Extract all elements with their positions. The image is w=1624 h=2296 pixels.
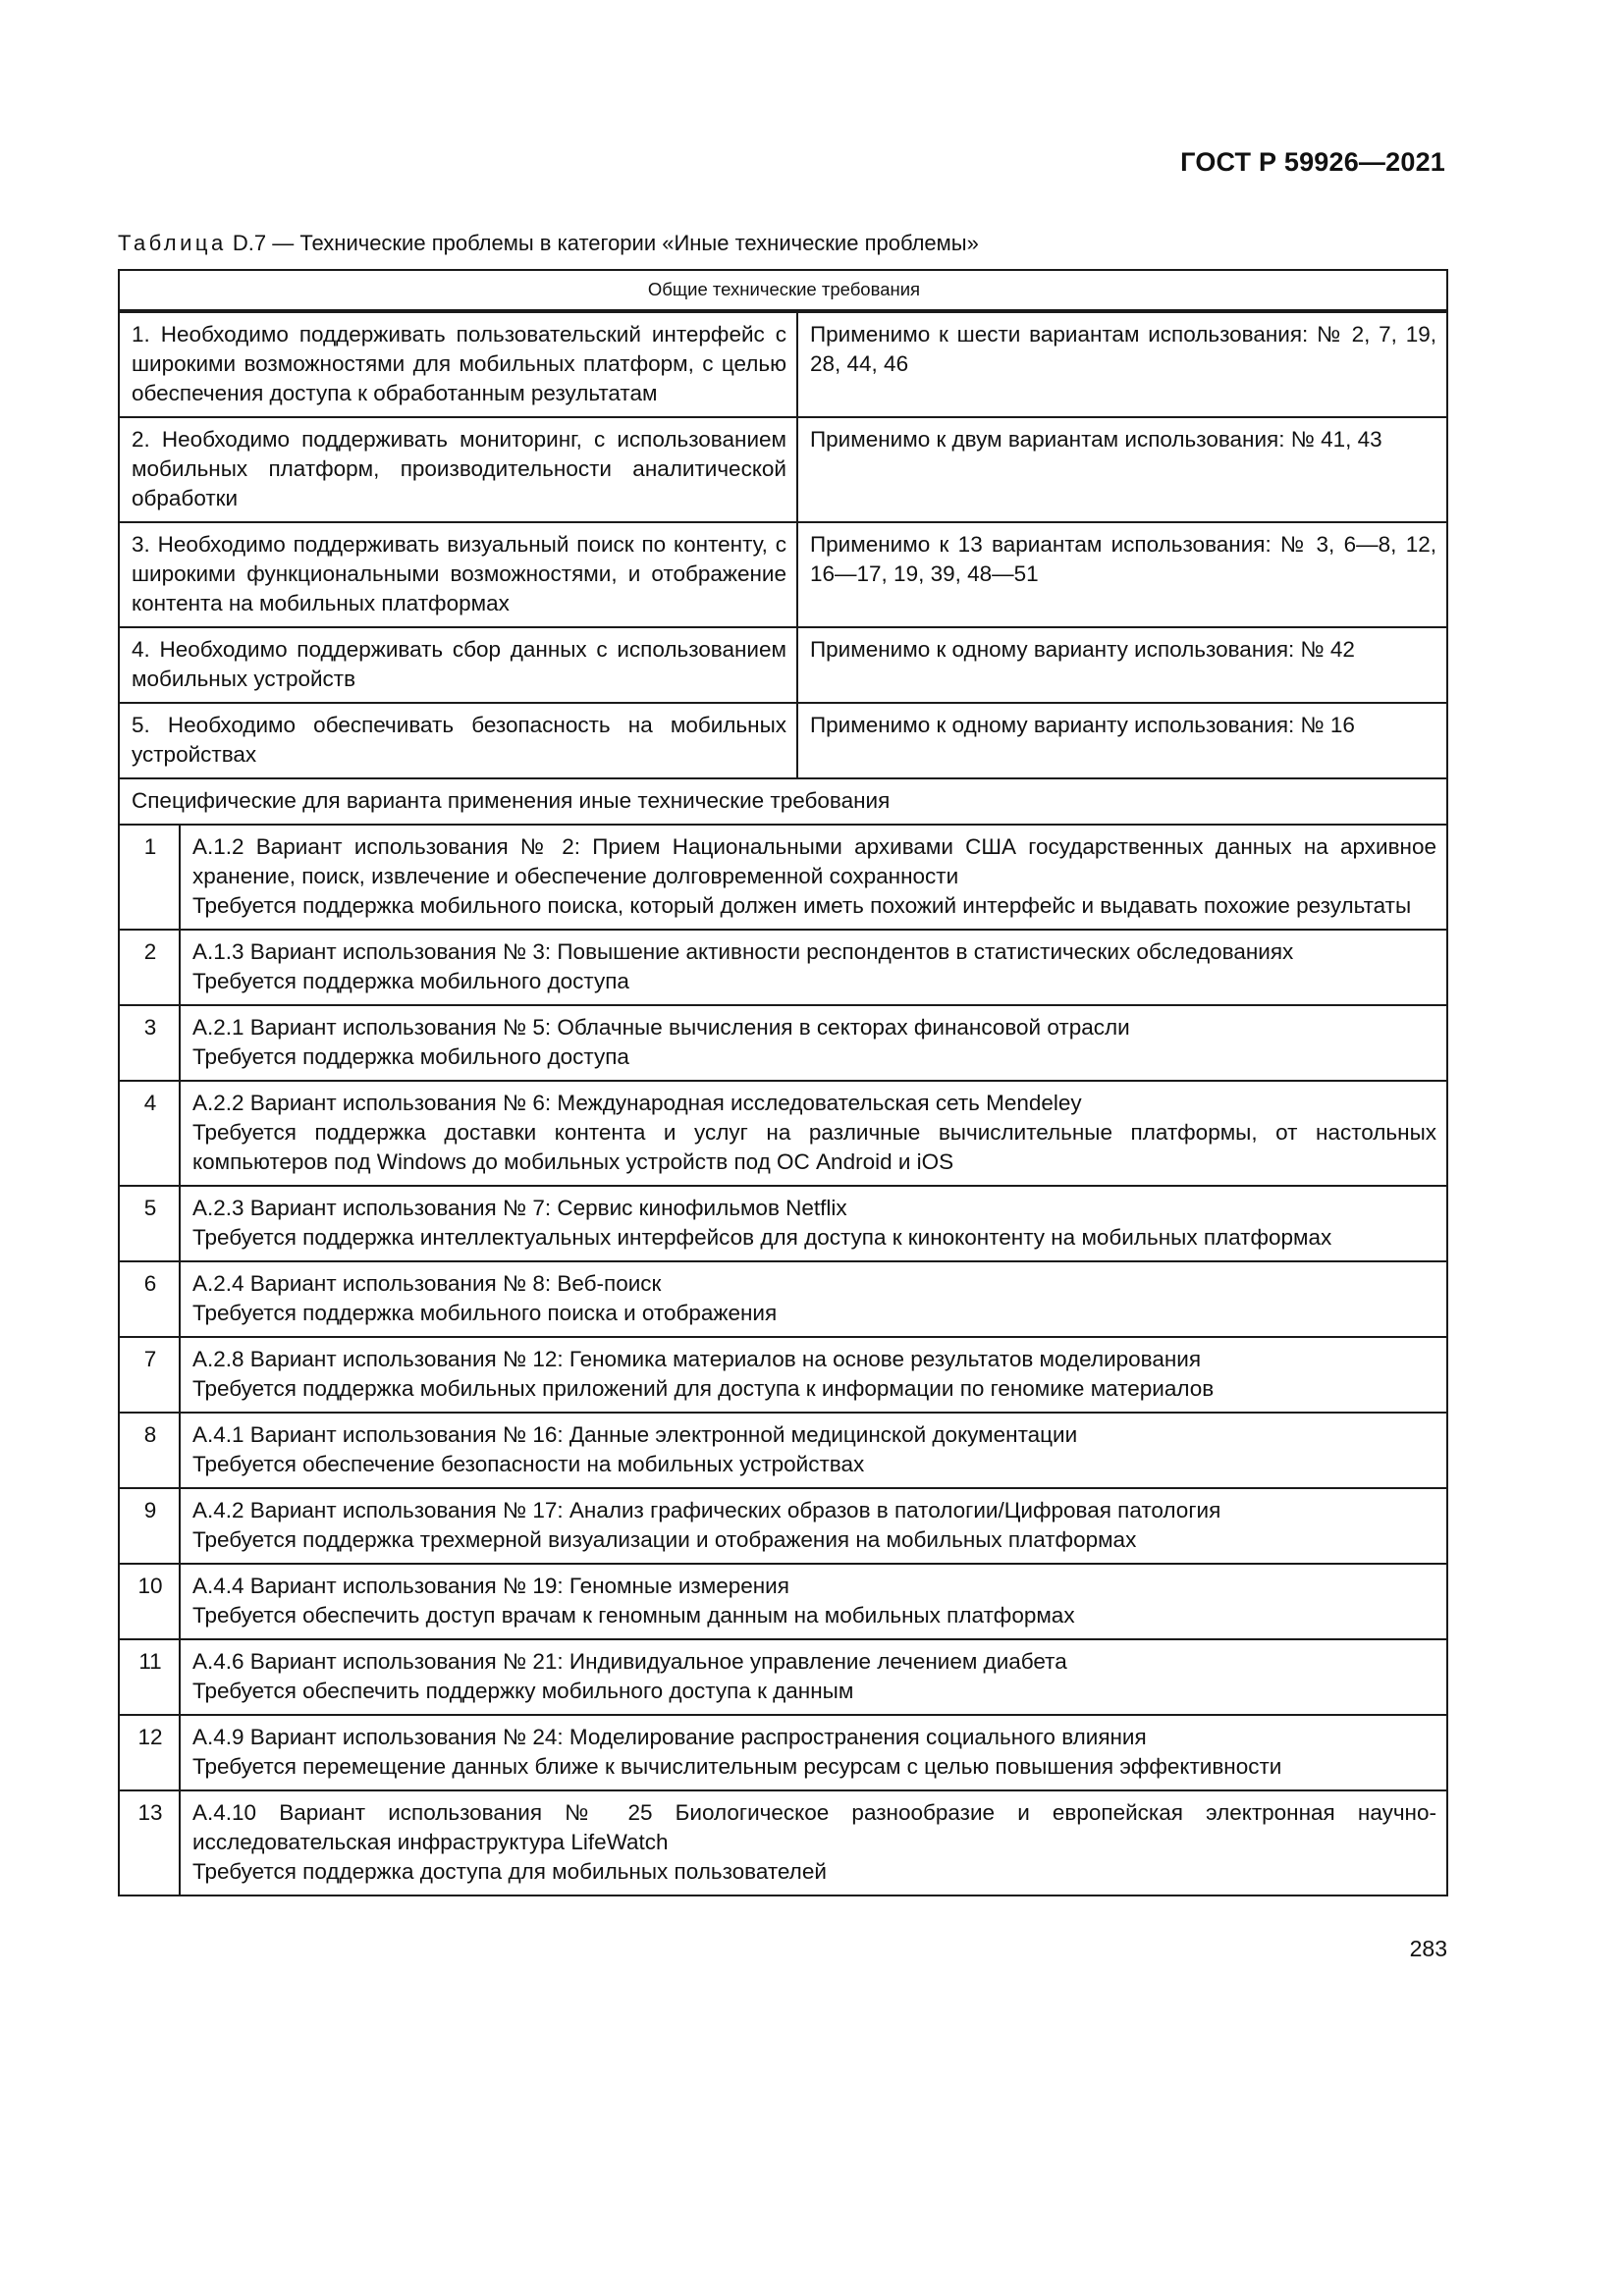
use-case-cell bbox=[180, 825, 1447, 930]
use-case-requirement: Требуется поддержка мобильного доступа bbox=[192, 1044, 629, 1069]
specific-row bbox=[119, 1715, 1447, 1790]
use-case-title: А.4.6 Вариант использования № 21: Индивидуальное управление лечением диабета bbox=[192, 1649, 1067, 1674]
specific-row bbox=[119, 1337, 1447, 1413]
specific-row bbox=[119, 1639, 1447, 1715]
general-requirement: 1. Необходимо поддерживать пользовательский интерфейс с широкими возможностями для мобильных платформ, с целью обеспечения доступа к обработанным результатам bbox=[119, 311, 797, 417]
use-case-cell bbox=[180, 930, 1447, 1005]
specific-row bbox=[119, 1005, 1447, 1081]
row-number: 9 bbox=[119, 1488, 180, 1564]
page-number: 283 bbox=[1409, 1936, 1447, 1961]
use-case-cell bbox=[180, 1715, 1447, 1790]
specific-row bbox=[119, 1186, 1447, 1261]
general-row bbox=[119, 703, 1447, 778]
general-row bbox=[119, 417, 1447, 522]
general-applicability: Применимо к одному варианту использования: № 42 bbox=[797, 627, 1447, 703]
use-case-title: А.1.3 Вариант использования № 3: Повышение активности респондентов в статистических обследованиях bbox=[192, 939, 1294, 964]
specific-row bbox=[119, 930, 1447, 1005]
row-number: 8 bbox=[119, 1413, 180, 1488]
table-caption bbox=[118, 230, 979, 257]
use-case-title: А.4.9 Вариант использования № 24: Моделирование распространения социального влияния bbox=[192, 1725, 1147, 1749]
use-case-requirement: Требуется перемещение данных ближе к вычислительным ресурсам с целью повышения эффективности bbox=[192, 1754, 1282, 1779]
use-case-title: А.2.1 Вариант использования № 5: Облачные вычисления в секторах финансовой отрасли bbox=[192, 1015, 1130, 1040]
general-applicability: Применимо к шести вариантам использования: № 2, 7, 19, 28, 44, 46 bbox=[797, 311, 1447, 417]
use-case-requirement: Требуется поддержка мобильных приложений для доступа к информации по геномике материалов bbox=[192, 1376, 1215, 1401]
specific-row bbox=[119, 825, 1447, 930]
general-row bbox=[119, 311, 1447, 417]
use-case-requirement: Требуется обеспечить поддержку мобильного доступа к данным bbox=[192, 1679, 854, 1703]
general-requirement: 2. Необходимо поддерживать мониторинг, с использованием мобильных платформ, производительности аналитической обработки bbox=[119, 417, 797, 522]
row-number: 2 bbox=[119, 930, 180, 1005]
use-case-title: А.2.4 Вариант использования № 8: Веб-поиск bbox=[192, 1271, 662, 1296]
row-number: 4 bbox=[119, 1081, 180, 1186]
specific-row bbox=[119, 1488, 1447, 1564]
row-number: 13 bbox=[119, 1790, 180, 1896]
use-case-cell bbox=[180, 1564, 1447, 1639]
use-case-requirement: Требуется обеспечить доступ врачам к геномным данным на мобильных платформах bbox=[192, 1603, 1075, 1628]
standard-id: ГОСТ Р 59926—2021 bbox=[1180, 147, 1445, 177]
use-case-title: А.2.2 Вариант использования № 6: Международная исследовательская сеть Mendeley bbox=[192, 1091, 1082, 1115]
general-header-row bbox=[119, 270, 1447, 311]
row-number: 11 bbox=[119, 1639, 180, 1715]
use-case-cell bbox=[180, 1790, 1447, 1896]
specific-requirements-header: Специфические для варианта применения иные технические требования bbox=[119, 778, 1447, 825]
use-case-cell bbox=[180, 1337, 1447, 1413]
row-number: 10 bbox=[119, 1564, 180, 1639]
use-case-requirement: Требуется поддержка трехмерной визуализации и отображения на мобильных платформах bbox=[192, 1527, 1137, 1552]
row-number: 6 bbox=[119, 1261, 180, 1337]
use-case-title: А.2.3 Вариант использования № 7: Сервис кинофильмов Netflix bbox=[192, 1196, 847, 1220]
use-case-title: А.2.8 Вариант использования № 12: Геномика материалов на основе результатов моделирования bbox=[192, 1347, 1202, 1371]
specific-row bbox=[119, 1413, 1447, 1488]
specific-row bbox=[119, 1564, 1447, 1639]
row-number: 12 bbox=[119, 1715, 180, 1790]
specific-header-row bbox=[119, 778, 1447, 825]
use-case-requirement: Требуется поддержка доставки контента и услуг на различные вычислительные платформы, от настольных компьютеров под Windows до мобильных устройств под ОС Android и iOS bbox=[192, 1120, 1436, 1174]
general-row bbox=[119, 627, 1447, 703]
use-case-cell bbox=[180, 1488, 1447, 1564]
use-case-requirement: Требуется поддержка мобильного доступа bbox=[192, 969, 629, 993]
use-case-cell bbox=[180, 1639, 1447, 1715]
use-case-cell bbox=[180, 1413, 1447, 1488]
use-case-title: А.1.2 Вариант использования № 2: Прием Национальными архивами США государственных данных на архивное хранение, поиск, извлечение и обеспечение долговременной сохранности bbox=[192, 834, 1436, 888]
use-case-title: А.4.10 Вариант использования № 25 Биологическое разнообразие и европейская электронная научно-исследовательская инфраструктура LifeWatch bbox=[192, 1800, 1436, 1854]
use-case-requirement: Требуется поддержка мобильного поиска, который должен иметь похожий интерфейс и выдавать похожие результаты bbox=[192, 893, 1412, 918]
use-case-title: А.4.2 Вариант использования № 17: Анализ графических образов в патологии/Цифровая патология bbox=[192, 1498, 1221, 1522]
general-requirement: 3. Необходимо поддерживать визуальный поиск по контенту, с широкими функциональными возможностями, и отображение контента на мобильных платформах bbox=[119, 522, 797, 627]
row-number: 5 bbox=[119, 1186, 180, 1261]
general-requirements-header: Общие технические требования bbox=[119, 270, 1447, 311]
row-number: 1 bbox=[119, 825, 180, 930]
specific-row bbox=[119, 1081, 1447, 1186]
use-case-cell bbox=[180, 1005, 1447, 1081]
general-applicability: Применимо к одному варианту использования: № 16 bbox=[797, 703, 1447, 778]
use-case-requirement: Требуется поддержка мобильного поиска и отображения bbox=[192, 1301, 778, 1325]
use-case-requirement: Требуется поддержка доступа для мобильных пользователей bbox=[192, 1859, 827, 1884]
use-case-cell bbox=[180, 1261, 1447, 1337]
general-requirement: 5. Необходимо обеспечивать безопасность на мобильных устройствах bbox=[119, 703, 797, 778]
general-applicability: Применимо к 13 вариантам использования: № 3, 6—8, 12, 16—17, 19, 39, 48—51 bbox=[797, 522, 1447, 627]
general-applicability: Применимо к двум вариантам использования: № 41, 43 bbox=[797, 417, 1447, 522]
row-number: 3 bbox=[119, 1005, 180, 1081]
use-case-title: А.4.1 Вариант использования № 16: Данные электронной медицинской документации bbox=[192, 1422, 1078, 1447]
row-number: 7 bbox=[119, 1337, 180, 1413]
use-case-requirement: Требуется поддержка интеллектуальных интерфейсов для доступа к киноконтенту на мобильных платформах bbox=[192, 1225, 1332, 1250]
table-caption-prefix: Таблица bbox=[118, 231, 227, 255]
general-row bbox=[119, 522, 1447, 627]
general-requirement: 4. Необходимо поддерживать сбор данных с использованием мобильных устройств bbox=[119, 627, 797, 703]
use-case-title: А.4.4 Вариант использования № 19: Геномные измерения bbox=[192, 1574, 789, 1598]
use-case-requirement: Требуется обеспечение безопасности на мобильных устройствах bbox=[192, 1452, 865, 1476]
use-case-cell bbox=[180, 1186, 1447, 1261]
specific-row bbox=[119, 1790, 1447, 1896]
table-caption-text: D.7 — Технические проблемы в категории «Иные технические проблемы» bbox=[226, 231, 979, 255]
use-case-cell bbox=[180, 1081, 1447, 1186]
technical-problems-table bbox=[118, 269, 1448, 1896]
specific-row bbox=[119, 1261, 1447, 1337]
